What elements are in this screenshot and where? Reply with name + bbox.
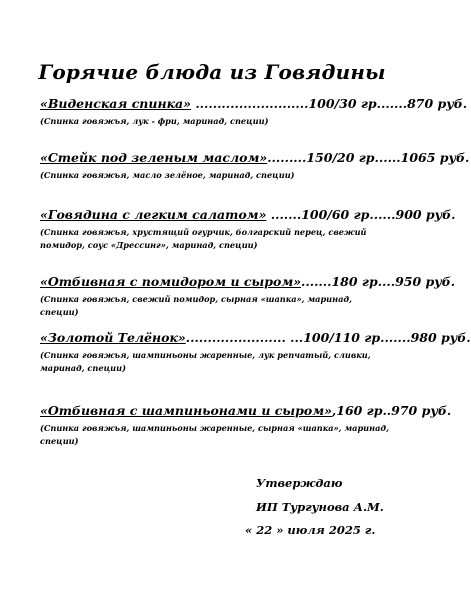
dish-price: .........150/20 гр......1065 руб.	[267, 150, 470, 165]
dish-price: ..........................100/30 гр.......870 руб.	[190, 96, 468, 111]
approval-date: « 22 » июля 2025 г.	[245, 523, 376, 537]
dish-price: .......180 гр....950 руб.	[301, 274, 456, 289]
dish-line	[40, 330, 471, 345]
dish-line	[40, 150, 470, 165]
dish-name: «Говядина с легким салатом»	[40, 207, 267, 222]
dish-name: «Золотой Телёнок»	[40, 330, 186, 345]
approval-signatory: ИП Тургунова А.М.	[256, 500, 384, 514]
dish-line	[40, 207, 456, 222]
dish-item	[40, 403, 452, 447]
dish-item	[40, 274, 456, 318]
dish-item	[40, 207, 456, 251]
dish-description: (Спинка говяжья, лук - фри, маринад, специи)	[40, 116, 269, 126]
dish-description: (Спинка говяжья, шампиньоны жаренные, лук репчатый, сливки, маринад, специи)	[40, 350, 371, 373]
dish-name: «Виденская спинка»	[40, 96, 191, 111]
dish-line	[40, 96, 468, 111]
dish-description: (Спинка говяжья, шампиньоны жаренные, сырная «шапка», маринад, специи)	[40, 423, 389, 446]
dish-name: «Стейк под зеленым маслом»	[40, 150, 268, 165]
dish-price: ,160 гр..970 руб.	[331, 403, 452, 418]
dish-line	[40, 403, 452, 418]
dish-name: «Отбивная с помидором и сыром»	[40, 274, 302, 289]
dish-line	[40, 274, 456, 289]
dish-item	[40, 150, 470, 182]
dish-item	[40, 96, 468, 128]
dish-description: (Спинка говяжья, масло зелёное, маринад, специи)	[40, 170, 295, 180]
dish-item	[40, 330, 471, 374]
dish-description: (Спинка говяжья, хрустящий огурчик, болгарский перец, свежий помидор, соус «Дрессинг», маринад, специи)	[40, 227, 367, 250]
dish-description: (Спинка говяжья, свежий помидор, сырная «шапка», маринад, специи)	[40, 294, 352, 317]
dish-price: ....................... ...100/110 гр.......980 руб.	[185, 330, 471, 345]
approval-label: Утверждаю	[256, 476, 343, 490]
dish-price: .......100/60 гр......900 руб.	[266, 207, 456, 222]
dish-name: «Отбивная с шампиньонами и сыром»	[40, 403, 332, 418]
menu-title: Горячие блюда из Говядины	[38, 60, 386, 84]
